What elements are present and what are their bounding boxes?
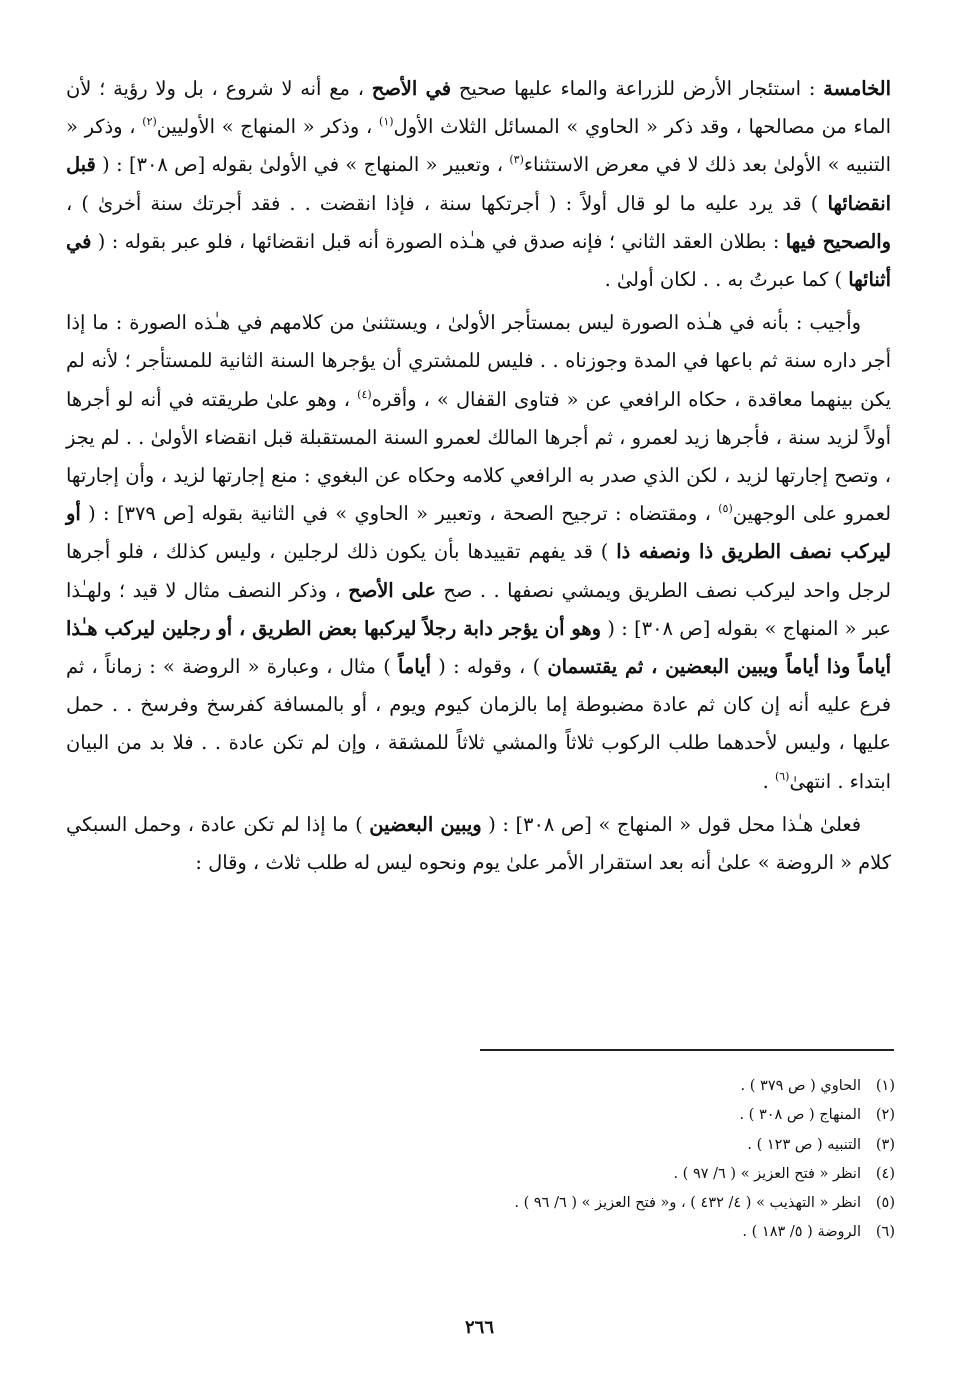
- footnote-marker: (٣): [509, 153, 524, 167]
- bold-phrase: ويبين البعضين: [369, 812, 482, 836]
- footnote-number: (٤): [875, 1165, 895, 1182]
- footnote-6: [300, 1218, 895, 1247]
- footnote-separator: [480, 1049, 894, 1051]
- text-run: : بطلان العقد الثاني ؛ فإنه صدق في هـٰذه الصورة أنه قبل انقضائها ، فلو عبر بقوله : (: [91, 229, 786, 253]
- footnote-marker: (١): [379, 115, 394, 129]
- footnote-marker: (٦): [774, 769, 790, 783]
- bold-phrase: أو ليركب نصف الطريق ذا ونصفه ذا: [66, 502, 891, 564]
- text-run: وأجيب : بأنه في هـٰذه الصورة ليس بمستأجر الأولىٰ ، ويستثنىٰ من كلامهم في هـٰذه الصورة : ما إذا أجر داره سنة ثم باعها في المدة وجوزناه . . فليس للمشتري أن يؤجرها السنة الثانية للمستأجر ؛ لأنه لم يكن بينهما معاقدة ، حكاه الرافعي عن « فتاوى القفال » ، وأقره: [66, 311, 892, 411]
- footnote-4: [300, 1160, 895, 1189]
- bold-phrase: في أثنائها: [66, 229, 891, 292]
- footnotes: [300, 1072, 895, 1248]
- footnote-text: الحاوي ( ص ٣٧٩ ) .: [740, 1078, 861, 1094]
- footnote-text: انظر « التهذيب » ( ٤/ ٤٣٢ ) ، و« فتح العزيز » ( ٦/ ٩٦ ) .: [514, 1195, 861, 1212]
- text-run: ) ، وقوله : (: [431, 655, 548, 679]
- paragraph-2: [66, 304, 891, 801]
- bold-phrase: في الأصح: [371, 77, 452, 100]
- bold-phrase: على الأصح: [348, 578, 436, 602]
- paragraph-3: [66, 806, 891, 882]
- text-run: : استئجار الأرض للزراعة والماء عليها صحيح: [451, 77, 824, 100]
- footnote-marker: (٢): [142, 115, 157, 129]
- footnote-text: انظر « فتح العزيز » ( ٦/ ٩٧ ) .: [673, 1165, 861, 1182]
- bold-phrase: قبل انقضائها: [66, 153, 891, 215]
- text-run: فعلىٰ هـٰذا محل قول « المنهاج » [ص ٣٠٨] : (: [481, 812, 862, 836]
- text-run: ) قد يرد عليه ما لو قال أولاً : ( أجرتكها سنة ، فإذا انقضت . . فقد أجرتك سنة أخرىٰ ) ،: [66, 191, 828, 215]
- footnote-number: (١): [875, 1078, 895, 1094]
- footnote-number: (٢): [875, 1107, 895, 1124]
- paragraph-1: [66, 70, 891, 299]
- footnote-1: [300, 1072, 895, 1101]
- footnote-marker: (٤): [357, 387, 372, 401]
- footnote-text: التنبيه ( ص ١٢٣ ) .: [747, 1136, 861, 1153]
- footnote-number: (٣): [875, 1136, 895, 1153]
- text-run: ، مع أنه لا شروع ، بل ولا رؤية ؛ لأن الماء من مصالحها ، وقد ذكر « الحاوي » المسائل الثلاث الأول: [66, 77, 891, 139]
- bold-phrase: وهو أن يؤجر دابة رجلاً ليركبها بعض الطريق ، أو رجلين ليركب هـٰذا أياماً وذا أياماً ويبين البعضين ، ثم يقتسمان: [66, 616, 892, 679]
- text-run: ) كما عبرتُ به . . لكان أولىٰ .: [604, 268, 849, 292]
- text-run: ، وذكر النصف مثال لا قيد ؛ ولهـٰذا عبر « المنهاج » بقوله [ص ٣٠٨] : (: [66, 578, 891, 640]
- footnote-text: المنهاج ( ص ٣٠٨ ) .: [739, 1107, 861, 1124]
- text-run: ، وذكر « التنبيه » الأولىٰ بعد ذلك لا في معرض الاستثناء: [66, 115, 891, 177]
- footnote-number: (٦): [875, 1224, 895, 1241]
- text-run: ، ومقتضاه : ترجيح الصحة ، وتعبير « الحاوي » في الثانية بقوله [ص ٣٧٩] : (: [80, 502, 719, 526]
- text-run: ) قد يفهم تقييدها بأن يكون ذلك لرجلين ، وليس كذلك ، فلو أجرها لرجل واحد ليركب نصف الطريق ويمشي نصفها . . صح: [66, 540, 891, 602]
- page-number: ٢٦٦: [464, 1317, 494, 1338]
- footnote-2: [300, 1101, 895, 1130]
- text-run: ) ما إذا لم تكن عادة ، وحمل السبكي كلام « الروضة » علىٰ أنه بعد استقرار الأمر علىٰ يوم ونحوه ليس له طلب ثلاث ، وقال :: [66, 812, 891, 875]
- footnote-3: [300, 1131, 895, 1160]
- text-run: ، وتعبير « المنهاج » في الأولىٰ بقوله [ص ٣٠٨] : (: [95, 153, 510, 177]
- text-run: ، وذكر « المنهاج » الأوليين: [156, 115, 380, 139]
- text-run: ) مثال ، وعبارة « الروضة » : زماناً ، ثم فرع عليه أنه إن كان ثم عادة مضبوطة إما بالزمان كيوم ويوم ، أو بالمسافة كفرسخ وفرسخ . . حمل عليها ، وليس لأحدهما طلب الركوب ثلاثاً والمشي ثلاثاً للمشقة ، وإن لم تكن عادة . . فلا بد من البيان ابتداء . انتهىٰ: [66, 655, 891, 793]
- footnote-text: الروضة ( ٥/ ١٨٣ ) .: [742, 1224, 861, 1241]
- text-run: .: [762, 769, 775, 793]
- footnote-number: (٥): [875, 1195, 895, 1212]
- footnote-5: [300, 1189, 895, 1218]
- text-run: ، وهو علىٰ طريقته في أنه لو أجرها أولاً لزيد سنة ، فأجرها زيد لعمرو ، ثم أجرها المالك لعمرو السنة المستقبلة قبل انقضاء الأولىٰ . . لم يجز ، وتصح إجارتها لزيد ، لكن الذي صدر به الرافعي كلامه وحكاه عن البغوي : منع إجارتها لزيد ، وأن إجارتها لعمرو على الوجهين: [66, 387, 891, 526]
- bold-phrase: الخامسة: [823, 77, 891, 100]
- footnote-marker: (٥): [718, 502, 733, 516]
- bold-phrase: أياماً: [398, 655, 432, 679]
- bold-phrase: والصحيح فيها: [785, 229, 891, 253]
